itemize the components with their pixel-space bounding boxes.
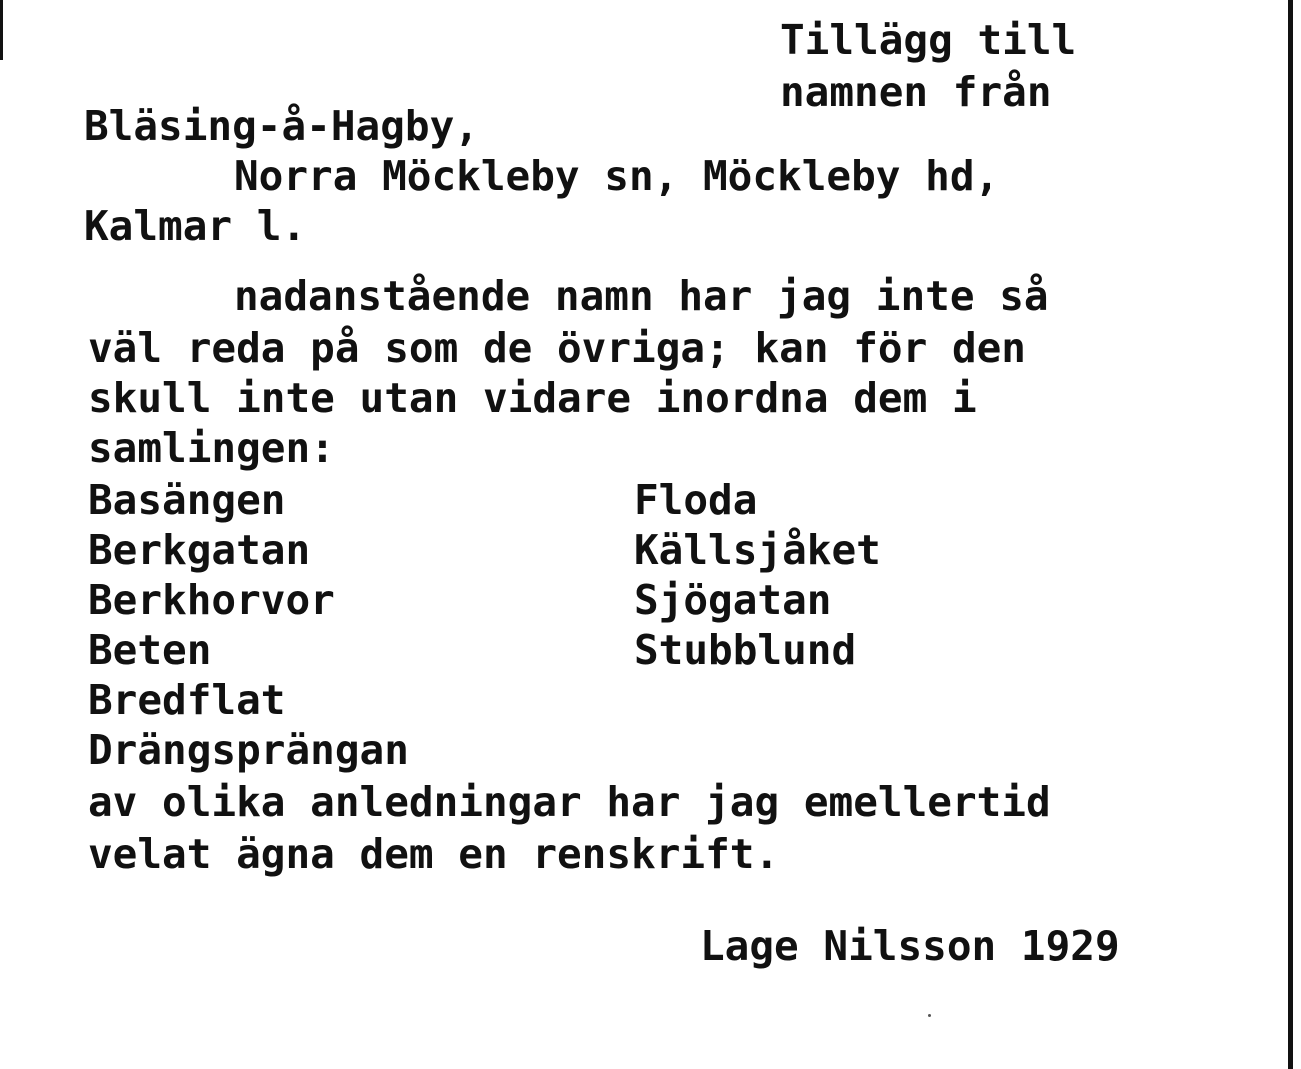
- place-line-1: Bläsing-å-Hagby,: [84, 102, 479, 150]
- paper-speck: [928, 1014, 931, 1017]
- name-right-4: Stubblund: [634, 626, 857, 674]
- place-line-2: Norra Möckleby sn, Möckleby hd,: [234, 152, 1000, 200]
- heading-line-1: Tillägg till: [780, 16, 1077, 64]
- body-line-3: skull inte utan vidare inordna dem i: [88, 374, 977, 422]
- heading-line-2: namnen från: [780, 68, 1052, 116]
- name-left-5: Bredflat: [88, 676, 286, 724]
- signature: Lage Nilsson 1929: [700, 922, 1120, 970]
- name-right-1: Floda: [634, 476, 758, 524]
- name-left-6: Drängsprängan: [88, 726, 409, 774]
- card-right-edge: [1288, 0, 1293, 1069]
- name-left-3: Berkhorvor: [88, 576, 335, 624]
- name-right-3: Sjögatan: [634, 576, 832, 624]
- closing-line-1: av olika anledningar har jag emellertid: [88, 778, 1051, 826]
- name-left-2: Berkgatan: [88, 526, 311, 574]
- card-left-edge: [0, 0, 3, 60]
- place-line-3: Kalmar l.: [84, 202, 307, 250]
- closing-line-2: velat ägna dem en renskrift.: [88, 830, 780, 878]
- name-left-4: Beten: [88, 626, 212, 674]
- name-left-1: Basängen: [88, 476, 286, 524]
- name-right-2: Källsjåket: [634, 526, 881, 574]
- body-line-2: väl reda på som de övriga; kan för den: [88, 324, 1026, 372]
- body-line-4: samlingen:: [88, 424, 335, 472]
- body-line-1: nadanstående namn har jag inte så: [234, 272, 1049, 320]
